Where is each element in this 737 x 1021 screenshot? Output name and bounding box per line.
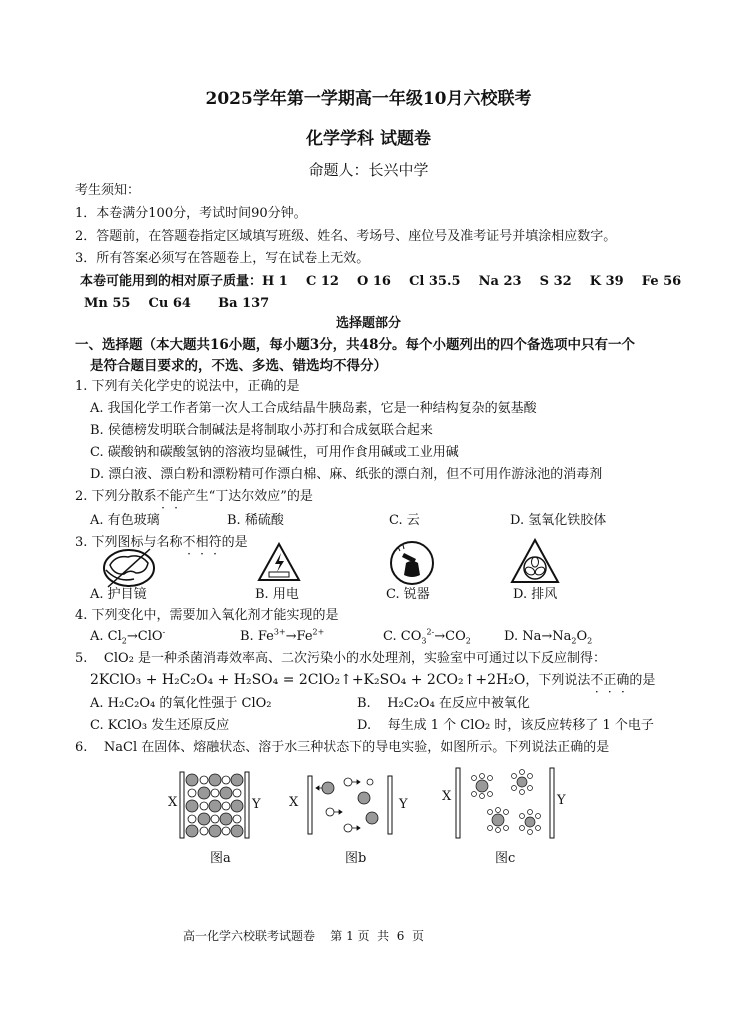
q3-option-c: C. 锐器	[386, 587, 430, 602]
q4-option-c: C. $CO_3^{2-}\to CO_2$	[383, 627, 471, 646]
q5-option-b: B. H₂C₂O₄ 在反应中被氧化	[357, 696, 530, 711]
q2-option-d: D. 氢氧化铁胶体	[510, 513, 607, 528]
page-footer: 高一化学六校联考试题卷 第 1 页 共 6 页	[183, 929, 425, 943]
q1-option-c: C. 碳酸钠和碳酸氢钠的溶液均显碱性，可用作食用碱或工业用碱	[90, 445, 459, 460]
fig-c-caption: 图c	[495, 851, 516, 866]
q6-stem: 6. NaCl 在固体、熔融状态、溶于水三种状态下的导电实验，如图所示。下列说法正确的是	[75, 740, 610, 755]
fig-a-caption: 图a	[210, 851, 231, 866]
exam-title: 2025学年第一学期高一年级10月六校联考	[205, 89, 532, 109]
q4-option-d: D. $Na\to Na_2O_2$	[504, 629, 593, 646]
q5-option-c: C. KClO₃ 发生还原反应	[90, 718, 230, 733]
q5-equation: 2KClO₃ + H₂C₂O₄ + H₂SO₄ = 2ClO₂↑+K₂SO₄ + 2CO₂↑+2H₂O，下列说法不正确的是	[90, 672, 656, 688]
q4-option-a: A. $Cl_2\to ClO^-$	[90, 627, 166, 646]
atomic-masses-line2: Mn 55 Cu 64 Ba 137	[84, 296, 270, 311]
figure-b-molten-nacl	[300, 770, 400, 842]
electricity-icon	[257, 542, 301, 582]
section-title: 选择题部分	[335, 316, 401, 331]
fig-a-electrode-y: Y	[252, 797, 261, 812]
q1-stem: 1. 下列有关化学史的说法中，正确的是	[75, 379, 300, 394]
notice-item-1: 1．本卷满分100分，考试时间90分钟。	[75, 206, 307, 221]
q3-stem: 3. 下列图标与名称不相符的是	[75, 535, 248, 550]
q5-option-d: D. 每生成 1 个 ClO₂ 时，该反应转移了 1 个电子	[357, 718, 654, 733]
exhaust-fan-icon	[510, 538, 560, 586]
q5-option-a: A. H₂C₂O₄ 的氧化性强于 ClO₂	[90, 696, 272, 711]
fig-c-electrode-x: X	[442, 789, 452, 804]
figure-a-solid-nacl	[165, 770, 265, 842]
figure-c-nacl-solution	[452, 764, 562, 848]
q1-option-b: B. 侯德榜发明联合制碱法是将制取小苏打和合成氨联合起来	[90, 423, 433, 438]
exam-author: 命题人：长兴中学	[308, 161, 429, 179]
q1-option-d: D. 漂白液、漂白粉和漂粉精可作漂白棉、麻、纸张的漂白剂，但不可用作游泳池的消毒剂	[90, 467, 603, 482]
q5-stem: 5. ClO₂ 是一种杀菌消毒效率高、二次污染小的水处理剂，实验室中可通过以下反应制得：	[75, 651, 607, 666]
part1-instructions-line1: 一、选择题（本大题共16小题，每小题3分，共48分。每个小题列出的四个备选项中只有一个	[75, 337, 635, 353]
goggles-icon	[100, 543, 160, 591]
fig-a-electrode-x: X	[168, 795, 178, 810]
notice-item-2: 2．答题前，在答题卷指定区域填写班级、姓名、考场号、座位号及准考证号并填涂相应数字。	[75, 229, 617, 244]
fig-b-electrode-x: X	[289, 795, 299, 810]
q1-option-a: A. 我国化学工作者第一次人工合成结晶牛胰岛素，它是一种结构复杂的氨基酸	[90, 401, 537, 416]
fig-b-caption: 图b	[345, 851, 367, 866]
part1-instructions-line2: 是符合题目要求的，不选、多选、错选均不得分）	[90, 358, 387, 374]
q4-stem: 4. 下列变化中，需要加入氧化剂才能实现的是	[75, 608, 339, 623]
q2-option-c: C. 云	[389, 513, 420, 528]
q3-option-b: B. 用电	[255, 587, 299, 602]
q2-option-a: A. 有色玻璃	[90, 513, 160, 528]
q4-option-b: B. $Fe^{3+}\to Fe^{2+}$	[240, 627, 325, 644]
notice-item-3: 3．所有答案必须写在答题卷上，写在试卷上无效。	[75, 251, 370, 266]
exam-subtitle: 化学学科 试题卷	[306, 129, 431, 149]
q2-option-b: B. 稀硫酸	[227, 513, 284, 528]
q3-option-d: D. 排风	[513, 587, 558, 602]
atomic-masses-line1: 本卷可能用到的相对原子质量：H 1 C 12 O 16 Cl 35.5 Na 23 S 32 K 39 Fe 56	[80, 274, 682, 289]
q3-option-a: A. 护目镜	[90, 587, 147, 602]
notice-heading: 考生须知：	[75, 183, 141, 198]
fig-c-electrode-y: Y	[557, 793, 566, 808]
sharp-tool-icon	[388, 539, 436, 587]
q2-stem: 2. 下列分散系不能产生“丁达尔效应”的是	[75, 489, 313, 504]
fig-b-electrode-y: Y	[399, 797, 408, 812]
